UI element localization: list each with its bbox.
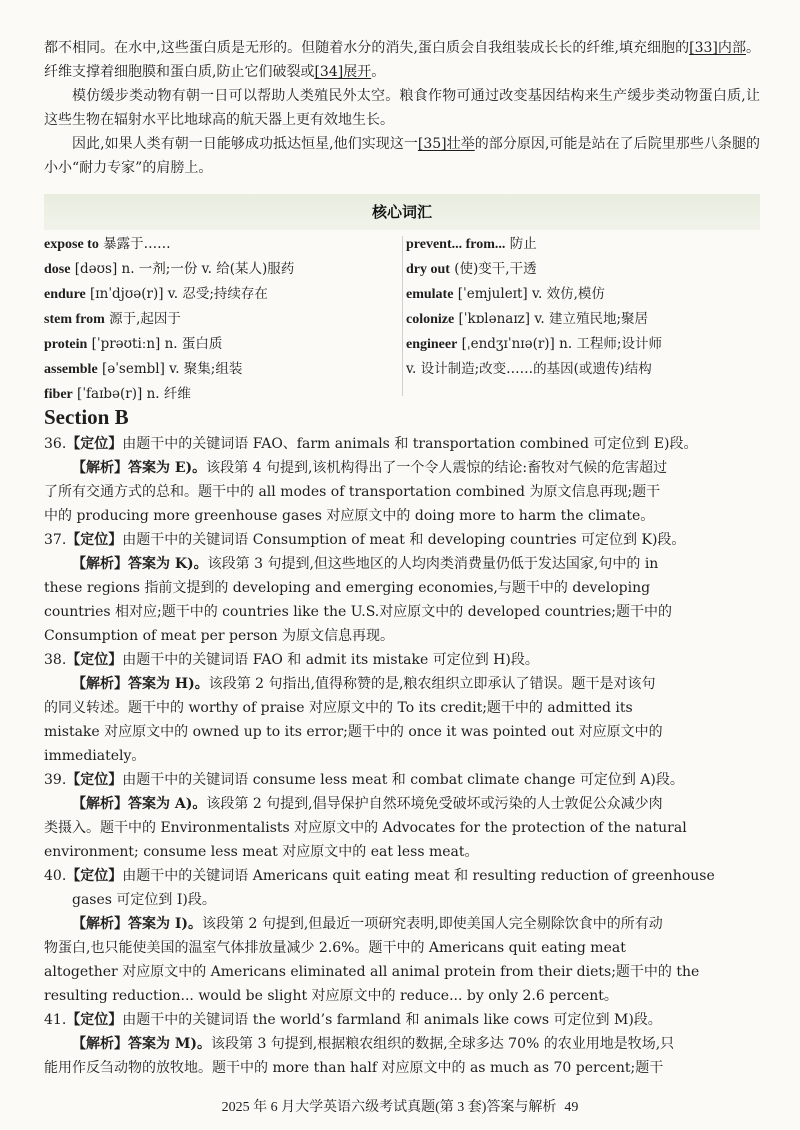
question-explanation bbox=[44, 1008, 760, 1080]
analysis-line bbox=[44, 504, 760, 528]
analysis-text: 中的 producing more greenhouse gases 对应原文中的 doing more to harm the climate。 bbox=[44, 508, 655, 524]
answer-text: 答案为 A)。 bbox=[128, 796, 207, 812]
analysis-line bbox=[44, 792, 760, 816]
analysis-text: altogether 对应原文中的 Americans eliminated all animal protein from their diets;题干中的 the bbox=[44, 964, 700, 980]
analysis-line bbox=[44, 672, 760, 696]
vocab-item bbox=[44, 232, 406, 257]
locate-text: 由题干中的关键词语 consume less meat 和 combat climate change 可定位到 A)段。 bbox=[122, 772, 684, 788]
answer-text: 答案为 H)。 bbox=[128, 676, 209, 692]
vocab-word: assemble bbox=[44, 362, 98, 377]
question-explanation bbox=[44, 864, 760, 1008]
blank-34: [34]展开 bbox=[314, 64, 372, 80]
question-explanation bbox=[44, 432, 760, 528]
answer-explanations bbox=[44, 432, 760, 1080]
vocab-item bbox=[406, 282, 760, 307]
analysis-text: 该段第 2 句提到,倡导保护自然环境免受破坏或污染的人士敦促公众减少肉 bbox=[206, 796, 663, 812]
analysis-text: 物蛋白,也只能使美国的温室气体排放量减少 2.6%。题干中的 Americans quit eating meat bbox=[44, 940, 626, 956]
question-explanation bbox=[44, 528, 760, 648]
analysis-line bbox=[44, 984, 760, 1008]
locate-label: 【定位】 bbox=[66, 772, 123, 788]
vocab-item bbox=[44, 282, 406, 307]
vocab-item bbox=[406, 257, 760, 282]
vocab-column-left bbox=[44, 232, 406, 407]
blank-35: [35]壮举 bbox=[417, 136, 475, 152]
vocab-definition: 防止 bbox=[505, 236, 537, 252]
vocab-definition: [dəʊs] n. 一剂;一份 v. 给(某人)服药 bbox=[70, 261, 295, 277]
question-number: 40. bbox=[44, 868, 67, 884]
vocab-definition: [ˌendʒɪˈnɪə(r)] n. 工程师;设计师 bbox=[457, 336, 662, 352]
vocab-item bbox=[44, 307, 406, 332]
vocab-item bbox=[406, 357, 760, 381]
analysis-label: 【解析】 bbox=[72, 916, 128, 932]
vocab-definition: [ɪnˈdjʊə(r)] v. 忍受;持续存在 bbox=[85, 286, 268, 302]
vocab-word: prevent... from... bbox=[406, 237, 506, 252]
page-number: 49 bbox=[564, 1100, 579, 1115]
analysis-text: 了所有交通方式的总和。题干中的 all modes of transportation combined 为原文信息再现;题干 bbox=[44, 484, 661, 500]
question-number: 38. bbox=[44, 652, 67, 668]
question-number: 39. bbox=[44, 772, 67, 788]
analysis-line bbox=[44, 840, 760, 864]
locate-label: 【定位】 bbox=[66, 1012, 123, 1028]
locate-line bbox=[44, 528, 760, 552]
analysis-line bbox=[44, 744, 760, 768]
vocab-item bbox=[44, 257, 406, 282]
locate-label: 【定位】 bbox=[66, 652, 123, 668]
analysis-label: 【解析】 bbox=[72, 1036, 128, 1052]
vocab-item bbox=[44, 332, 406, 357]
vocab-definition: 源于,起因于 bbox=[104, 311, 181, 327]
vocab-column-right bbox=[406, 232, 760, 407]
vocab-definition: 暴露于…… bbox=[98, 236, 171, 252]
analysis-line bbox=[44, 1032, 760, 1056]
answer-text: 答案为 K)。 bbox=[128, 556, 208, 572]
analysis-line bbox=[44, 576, 760, 600]
vocab-word: dose bbox=[44, 262, 71, 277]
analysis-line bbox=[44, 960, 760, 984]
analysis-label: 【解析】 bbox=[72, 796, 128, 812]
question-explanation bbox=[44, 648, 760, 768]
blank-33: [33]内部 bbox=[689, 40, 746, 56]
section-title: Section B bbox=[44, 405, 129, 429]
translation-paragraph-2: 模仿缓步类动物有朝一日可以帮助人类殖民外太空。粮食作物可通过改变基因结构来生产缓步类动物蛋白质,让这些生物在辐射水平比地球高的航天器上更有效地生长。 bbox=[44, 88, 760, 128]
vocab-word: endure bbox=[44, 287, 86, 302]
vocab-item bbox=[406, 332, 760, 357]
analysis-text: mistake 对应原文中的 owned up to its error;题干中的 once it was pointed out 对应原文中的 bbox=[44, 724, 663, 740]
vocab-definition: (使)变干,干透 bbox=[449, 261, 537, 277]
vocab-definition: v. 设计制造;改变……的基因(或遗传)结构 bbox=[406, 361, 652, 377]
vocab-word: fiber bbox=[44, 387, 73, 402]
analysis-line bbox=[44, 1056, 760, 1080]
analysis-line bbox=[44, 936, 760, 960]
locate-text: 由题干中的关键词语 Americans quit eating meat 和 resulting reduction of greenhouse bbox=[122, 868, 715, 884]
analysis-text: 该段第 3 句提到,根据粮农组织的数据,全球多达 70% 的农业用地是牧场,只 bbox=[211, 1036, 675, 1052]
translation-paragraph-1: 都不相同。在水中,这些蛋白质是无形的。但随着水分的消失,蛋白质会自我组装成长长的纤维,填充细胞的[33]内部。纤维支撑着细胞膜和蛋白质,防止它们破裂或[34]展开。 bbox=[44, 40, 760, 80]
analysis-text: 该段第 2 句指出,值得称赞的是,粮农组织立即承认了错误。题干是对该句 bbox=[208, 676, 656, 692]
vocab-word: protein bbox=[44, 337, 88, 352]
analysis-text: 该段第 4 句提到,该机构得出了一个令人震惊的结论:畜牧对气候的危害超过 bbox=[206, 460, 668, 476]
locate-line bbox=[44, 432, 760, 456]
analysis-text: 该段第 2 句提到,但最近一项研究表明,即使美国人完全剔除饮食中的所有动 bbox=[202, 916, 663, 932]
locate-label: 【定位】 bbox=[66, 868, 123, 884]
analysis-line bbox=[44, 816, 760, 840]
question-number: 41. bbox=[44, 1012, 67, 1028]
analysis-line bbox=[44, 552, 760, 576]
analysis-line bbox=[44, 600, 760, 624]
locate-line bbox=[44, 648, 760, 672]
analysis-line bbox=[44, 720, 760, 744]
analysis-text: 能用作反刍动物的放牧地。题干中的 more than half 对应原文中的 as much as 70 percent;题干 bbox=[44, 1060, 664, 1076]
analysis-text: 该段第 3 句提到,但这些地区的人均肉类消费量仍低于发达国家,句中的 in bbox=[207, 556, 659, 572]
vocab-word: colonize bbox=[406, 312, 455, 327]
vocab-definition: [ˈkɒlənaɪz] v. 建立殖民地;聚居 bbox=[454, 311, 649, 327]
vocab-definition: [ˈemjuleɪt] v. 效仿,模仿 bbox=[453, 286, 605, 302]
locate-line bbox=[44, 768, 760, 792]
analysis-line bbox=[44, 624, 760, 648]
analysis-text: countries 相对应;题干中的 countries like the U.S.对应原文中的 developed countries;题干中的 bbox=[44, 604, 673, 620]
vocab-divider bbox=[402, 236, 403, 396]
analysis-text: resulting reduction... would be slight 对应原文中的 reduce... by only 2.6 percent。 bbox=[44, 988, 618, 1004]
analysis-line bbox=[44, 912, 760, 936]
locate-text: 由题干中的关键词语 Consumption of meat 和 developing countries 可定位到 K)段。 bbox=[122, 532, 686, 548]
answer-text: 答案为 I)。 bbox=[128, 916, 203, 932]
locate-line bbox=[44, 1008, 760, 1032]
vocab-definition: [ˈprəʊtiːn] n. 蛋白质 bbox=[87, 336, 223, 352]
answer-text: 答案为 M)。 bbox=[128, 1036, 211, 1052]
locate-text: 由题干中的关键词语 FAO、farm animals 和 transportation combined 可定位到 E)段。 bbox=[122, 436, 698, 452]
vocab-word: dry out bbox=[406, 262, 450, 277]
passage-translation bbox=[44, 36, 760, 180]
vocab-item bbox=[44, 357, 406, 382]
locate-text: 由题干中的关键词语 FAO 和 admit its mistake 可定位到 H)段。 bbox=[122, 652, 539, 668]
analysis-text: immediately。 bbox=[44, 748, 146, 764]
translation-paragraph-3: 因此,如果人类有朝一日能够成功抵达恒星,他们实现这一[35]壮举的部分原因,可能是站在了后院里那些八条腿的小小“耐力专家”的肩膀上。 bbox=[44, 136, 760, 176]
analysis-label: 【解析】 bbox=[72, 460, 128, 476]
locate-label: 【定位】 bbox=[66, 436, 123, 452]
analysis-text: 的同义转述。题干中的 worthy of praise 对应原文中的 To its credit;题干中的 admitted its bbox=[44, 700, 633, 716]
analysis-text: 类摄入。题干中的 Environmentalists 对应原文中的 Advocates for the protection of the natural bbox=[44, 820, 687, 836]
question-number: 36. bbox=[44, 436, 67, 452]
vocab-list bbox=[44, 232, 760, 407]
locate-label: 【定位】 bbox=[66, 532, 123, 548]
vocab-definition: [ˈfaɪbə(r)] n. 纤维 bbox=[72, 386, 191, 402]
footer-text: 2025 年 6 月大学英语六级考试真题(第 3 套)答案与解析 bbox=[221, 1100, 557, 1115]
vocab-word: engineer bbox=[406, 337, 458, 352]
vocab-heading: 核心词汇 bbox=[44, 194, 760, 230]
analysis-label: 【解析】 bbox=[72, 676, 128, 692]
vocab-word: expose to bbox=[44, 237, 99, 252]
analysis-line bbox=[44, 456, 760, 480]
analysis-line bbox=[44, 480, 760, 504]
analysis-text: Consumption of meat per person 为原文信息再现。 bbox=[44, 628, 395, 644]
locate-text-continued: gases 可定位到 I)段。 bbox=[72, 892, 216, 908]
question-number: 37. bbox=[44, 532, 67, 548]
vocab-word: stem from bbox=[44, 312, 105, 327]
vocab-item bbox=[406, 232, 760, 257]
vocab-word: emulate bbox=[406, 287, 454, 302]
locate-line bbox=[44, 864, 760, 888]
locate-text: 由题干中的关键词语 the world’s farmland 和 animals like cows 可定位到 M)段。 bbox=[122, 1012, 662, 1028]
analysis-text: these regions 指前文提到的 developing and emerging economies,与题干中的 developing bbox=[44, 580, 651, 596]
analysis-text: environment; consume less meat 对应原文中的 eat less meat。 bbox=[44, 844, 479, 860]
answer-text: 答案为 E)。 bbox=[128, 460, 207, 476]
analysis-line bbox=[44, 696, 760, 720]
question-explanation bbox=[44, 768, 760, 864]
analysis-label: 【解析】 bbox=[72, 556, 128, 572]
vocab-definition: [əˈsembl] v. 聚集;组装 bbox=[97, 361, 243, 377]
page-footer bbox=[0, 1098, 800, 1118]
vocab-item bbox=[406, 307, 760, 332]
